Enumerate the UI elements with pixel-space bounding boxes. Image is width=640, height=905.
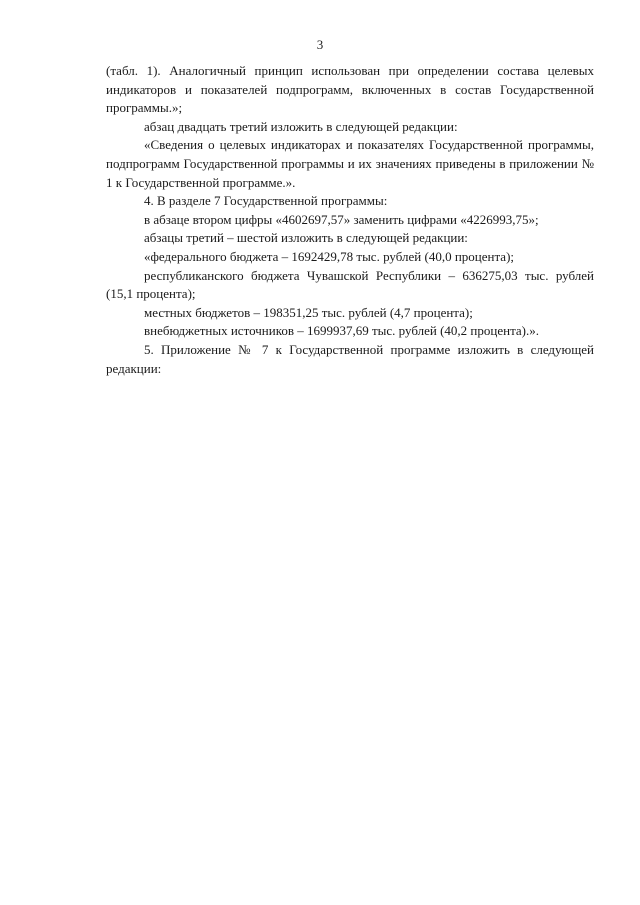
paragraph-table-reference: (табл. 1). Аналогичный принцип использован при определении состава целевых индикаторов и показателей подпрограмм, включенных в состав Государственной программы.»; xyxy=(106,63,594,116)
paragraph-indicators-info: «Сведения о целевых индикаторах и показателях Государственной программы, подпрограмм Государственной программы и их значениях приведены в приложении № 1 к Государственной программе.». xyxy=(106,137,594,190)
paragraph-replace-figures: в абзаце втором цифры «4602697,57» заменить цифрами «4226993,75»; xyxy=(144,211,539,227)
page-number: 3 xyxy=(316,37,324,52)
paragraph-annex-7: 5. Приложение № 7 к Государственной программе изложить в следующей редакции: xyxy=(106,341,594,376)
paragraph-federal-budget: «федерального бюджета – 1692429,78 тыс. рублей (40,0 процента); xyxy=(144,248,515,264)
paragraph-amend-3-6: абзацы третий – шестой изложить в следующей редакции: xyxy=(144,230,468,246)
paragraph-section-7: 4. В разделе 7 Государственной программы: xyxy=(144,193,388,209)
paragraph-amend-23rd: абзац двадцать третий изложить в следующей редакции: xyxy=(144,118,458,134)
paragraph-local-budgets: местных бюджетов – 198351,25 тыс. рублей (4,7 процента); xyxy=(144,304,473,320)
document-body xyxy=(106,62,594,378)
paragraph-republic-budget: республиканского бюджета Чувашской Республики – 636275,03 тыс. рублей (15,1 процента); xyxy=(106,267,594,302)
paragraph-extrabudgetary: внебюджетных источников – 1699937,69 тыс. рублей (40,2 процента).». xyxy=(144,323,540,339)
